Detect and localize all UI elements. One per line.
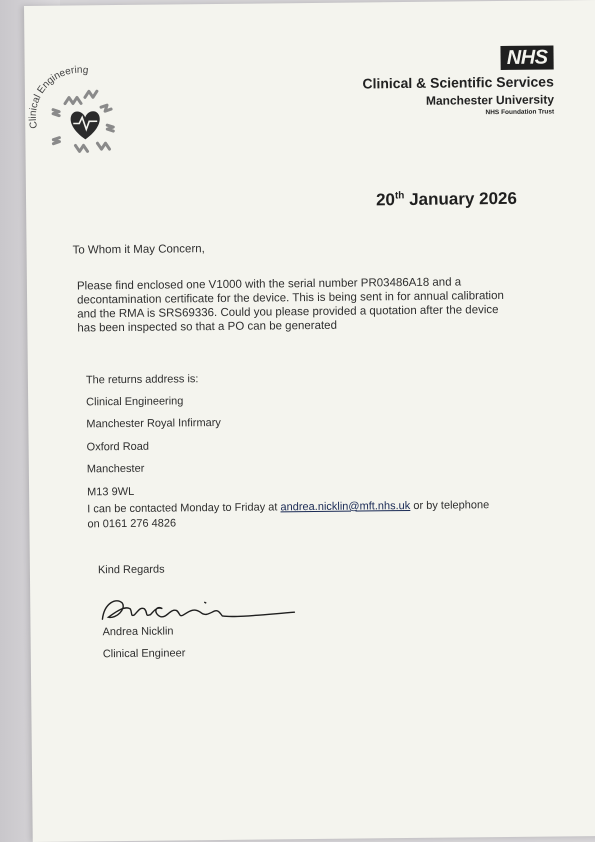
org-department: Clinical & Scientific Services [362,73,554,92]
body-line: has been inspected so that a PO can be generated [77,319,338,335]
email-link[interactable]: andrea.nicklin@mft.nhs.uk [280,499,411,514]
address-line: Clinical Engineering [86,395,184,409]
salutation: To Whom it May Concern, [72,243,205,257]
body-paragraph [77,275,548,336]
org-name: Manchester University [425,92,555,108]
address-line: Oxford Road [86,440,150,454]
sender-title: Clinical Engineer [102,647,186,661]
nhs-logo: NHS [501,45,554,70]
body-line: Please find enclosed one V1000 with the serial number PR03486A18 and a [76,276,462,293]
letter-date: 20th January 2026 [375,188,518,210]
body-line: decontamination certificate for the device. This is being sent in for annual calibration [77,289,504,307]
letter-page [24,0,595,842]
closing: Kind Regards [97,563,165,577]
contact-line: I can be contacted Monday to Friday at andrea.nicklin@mft.nhs.uk or by telephone [87,499,490,516]
sender-name: Andrea Nicklin [102,625,174,639]
body-line: and the RMA is SRS69336. Could you please provided a quotation after the device [77,304,499,321]
nhs-header [362,45,554,117]
org-trust: NHS Foundation Trust [485,108,555,117]
clinical-engineering-logo [25,55,136,166]
contact-phone: on 0161 276 4826 [87,517,177,531]
address-postcode: M13 9WL [87,485,135,499]
address-line: Manchester [86,462,145,476]
address-line: Manchester Royal Infirmary [86,416,221,431]
address-intro: The returns address is: [85,373,199,387]
logo-text: Clinical Engineering [27,64,90,130]
